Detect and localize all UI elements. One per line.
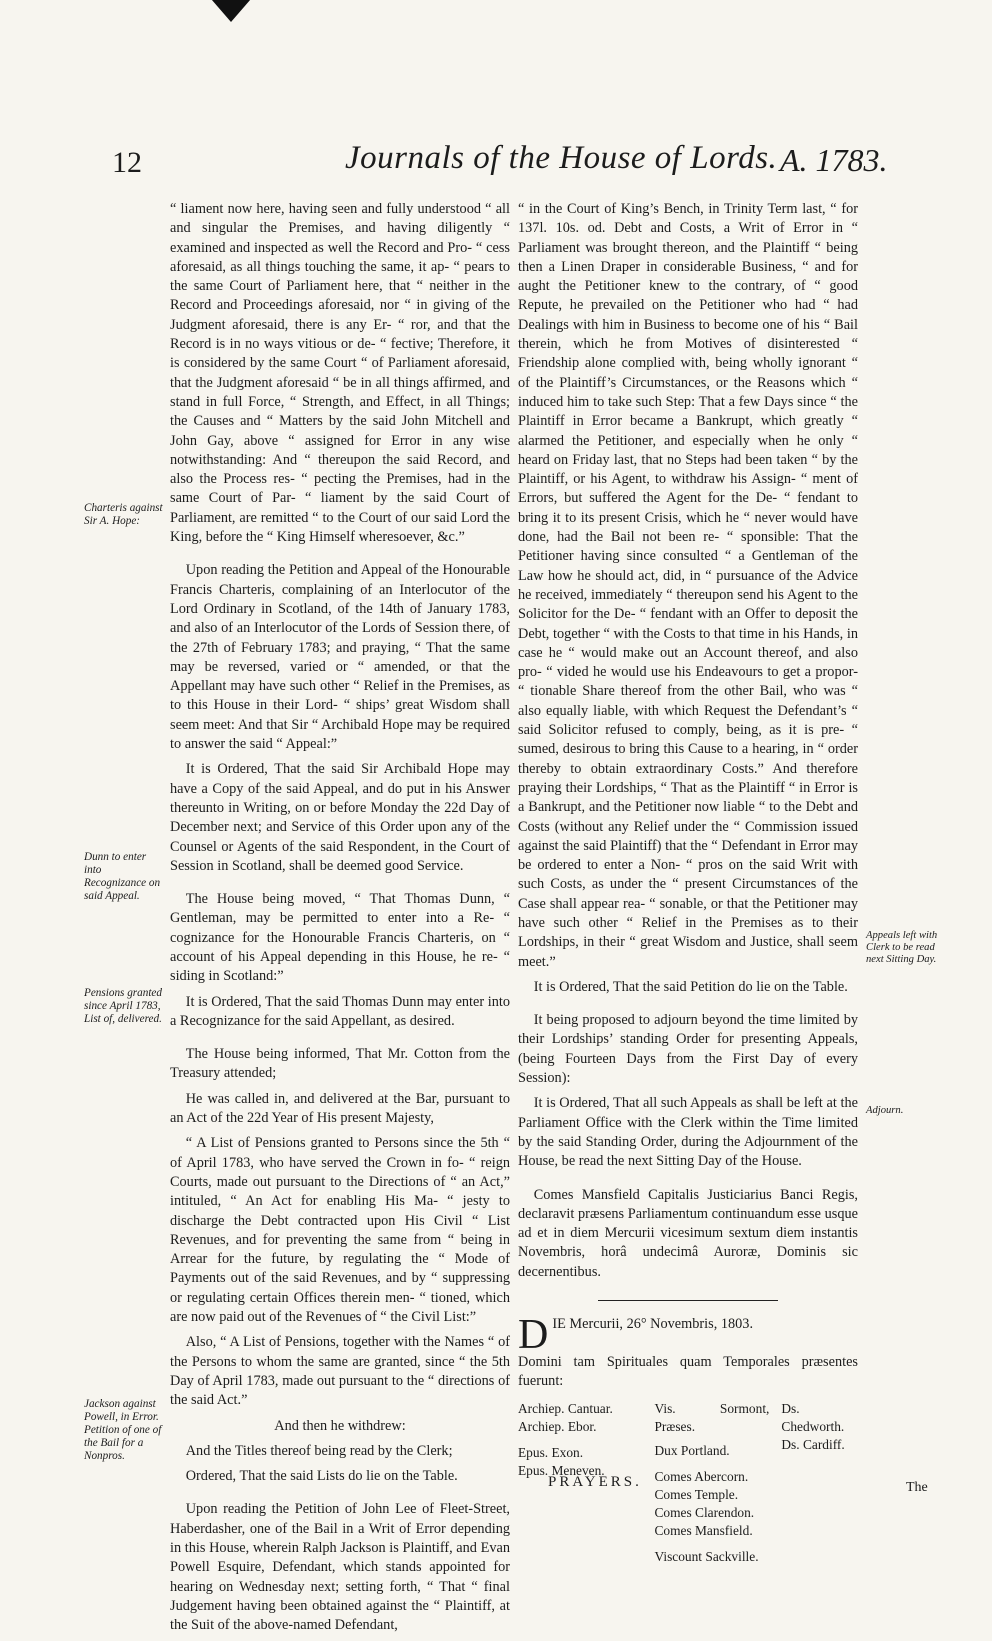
running-title: Journals of the House of Lords. [345, 140, 778, 176]
lord-entry: Archiep. Cantuar. [518, 1400, 613, 1416]
lord-entry: Viscount Sackville. [654, 1548, 759, 1564]
lords-column-temporal [654, 1400, 769, 1566]
page-header [0, 140, 992, 190]
drop-cap: D [518, 1312, 549, 1359]
paragraph: It is Ordered, That the said Thomas Dunn may enter into a Recognizance for the said Appellant, as desired. [170, 993, 510, 1029]
page-number: 12 [112, 146, 142, 179]
lord-entry: Ds. Cardiff. [781, 1436, 845, 1452]
sitting-date [518, 1312, 858, 1359]
margin-note-appeals: Appeals left with Clerk to be read next Sitting Day. [866, 930, 938, 965]
lord-entry: Comes Temple. [654, 1486, 739, 1502]
paragraph: Upon reading the Petition of John Lee of Fleet-Street, Haberdasher, one of the Bail in a Writ of Error depending in this House, wherein Ralph Jackson is Plaintiff, and Evan Powell Esquire, Defendant, which stands appointed for hearing on Wednesday next; setting forth, “ That “ final Judgement having been obtained against the “ Plaintiff, at the Suit of the above-named Defendant, [170, 1501, 510, 1634]
left-column [170, 200, 510, 1641]
page-corner-mark [205, 0, 257, 22]
margin-note-pensions: Pensions granted since April 1783, List of, delivered. [84, 987, 162, 1025]
lord-entry: Epus. Meneven. [518, 1462, 605, 1478]
lord-entry: Ds. Chedworth. [781, 1400, 845, 1434]
paragraph: Ordered, That the said Lists do lie on the Table. [185, 1468, 458, 1485]
lord-entry: Comes Clarendon. [654, 1504, 755, 1520]
catchword: The [906, 1480, 928, 1495]
lord-entry: Archiep. Ebor. [518, 1418, 597, 1434]
sitting-date-text: IE Mercurii, 26° Novembris, 1803. [552, 1316, 754, 1333]
paragraph: “ in the Court of King’s Bench, in Trinity Term last, “ for 137l. 10s. od. Debt and Costs, a Writ of Error in “ Parliament was brought thereon, and the Plaintiff “ being then a Linen Draper in considerable Business, “ and for aught the Petitioner knew to the contrary, of “ good Repute, he prevailed on the Petitioner who had “ had Dealings with him in Business to become one of his “ Bail therein, which he from Motives of disinterested “ Friendship alone complied with, being wholly ignorant “ of the Plaintiff’s Circumstances, or the Reasons which “ induced him to take such Step: That a few Days since “ the Plaintiff in Error became a Bankrupt, which greatly “ alarmed the Petitioner, and especially when he only “ heard on Friday last, that no Steps had been taken “ by the Plaintiff, or his Agent, to withdraw his Assign- “ ment of Errors, but suffered the Agent for the De- “ fendant to bring it to its present Crisis, which he “ never would have done, had the Bail not been re- “ sponsible: That the Petitioner having since consulted “ a Gentleman of the Law how he should act, did, in “ pursuance of the Advice he received, immediately “ thereupon send his Agent to the Solicitor for the De- “ fendant with an Offer to deposit the Debt, together “ with the Costs to that time in his Hands, in case he “ would make out an Account thereof, and also pro- “ vided he would use his Endeavours to get a propor- “ tionable Share thereof from the other Bail, who was “ also equally liable, with which Request the Defendant’s “ said Solicitor refused to comply, being, as it is pre- “ sumed, desirous to bring this Cause to a hearing, in “ order thereby to obtain extraordinary Costs.” And therefore praying their Lordships, “ That as the Plaintiff “ in Error is a Bankrupt, and the Petitioner now liable “ to the Debt and Costs (without any Relief under the “ Commission issued against the said Plaintiff) that the “ Defendant in Error may be ordered to enter a Non- “ pros on the said Writ with such Costs, as under the “ present Circumstances of the Case shall appear rea- “ sonable, or that the Petitioner may have such other “ Relief in the Premises as to their Lordships, in their “ great Wisdom and Justice, shall seem meet.” [518, 201, 858, 970]
margin-note-charteris: Charteris against Sir A. Hope: [84, 502, 163, 527]
section-rule [598, 1300, 778, 1301]
paragraph: It is Ordered, That the said Sir Archibald Hope may have a Copy of the said Appeal, and do put in his Answer thereunto in Writing, on or before Monday the 22d Day of December next; and Service of this Order upon any of the Counsel or Agents of the said Respondent, in the Court of Session in Scotland, shall be deemed good Service. [170, 761, 510, 874]
lord-entry: Vis. Sormont, Præses. [654, 1400, 770, 1434]
lord-entry: Comes Abercorn. [654, 1468, 749, 1484]
right-column [518, 200, 858, 1566]
paragraph: It is Ordered, That all such Appeals as shall be left at the Parliament Office with the Clerk within the Time limited by the said Standing Order, during the Adjournment of the House, be read the next Sitting Day of the House. [518, 1095, 858, 1170]
prayers-heading: PRAYERS. [548, 1474, 642, 1490]
paragraph: The House being informed, That Mr. Cotton from the Treasury attended; [170, 1046, 510, 1082]
adjournment-latin: Comes Mansfield Capitalis Justiciarius Banci Regis, declaravit præsens Parliamentum continuandum esse usque ad et in diem Mercurii vicesimum sextum diem instantis Novembris, horâ undecimâ Auroræ, Dominis sic decernentibus. [518, 1186, 858, 1280]
paragraph: He was called in, and delivered at the Bar, pursuant to an Act of the 22d Year of His present Majesty, [170, 1090, 510, 1127]
margin-note-adjourn: Adjourn. [866, 1105, 904, 1116]
lords-column-barons [781, 1400, 858, 1566]
paragraph: It being proposed to adjourn beyond the time limited by their Lordships’ standing Order for presenting Appeals, (being Fourteen Days from the First Day of every Session): [518, 1012, 858, 1087]
margin-note-dunn: Dunn to enter into Recognizance on said Appeal. [84, 851, 161, 902]
paragraph: And the Titles thereof being read by the Clerk; [185, 1442, 453, 1459]
paragraph: And then he withdrew: [274, 1417, 406, 1434]
paragraph: The House being moved, “ That Thomas Dunn, “ Gentleman, may be permitted to enter into a Re- “ cognizance for the Honourable Francis Charteris, on “ account of his Appeal depending in this House, he re- “ siding in Scotland:” [170, 891, 510, 985]
paragraph: Upon reading the Petition and Appeal of the Honourable Francis Charteris, complaining of an Interlocutor of the Lord Ordinary in Scotland, of the 14th of January 1783, and also of an Interlocutor of the Lords of Session there, of the 27th of February 1783; and praying, “ That the same may be reversed, varied or “ amended, or that the Appellant may have such other “ Relief in the Premises, as to this House in their Lord- “ ships’ great Wisdom shall seem meet: And that Sir “ Archibald Hope may be required to answer the said “ Appeal:” [170, 562, 510, 753]
paragraph: “ liament now here, having seen and fully understood “ all and singular the Premises, and having diligently “ examined and inspected as well the Record and Pro- “ cess aforesaid, as all things touching the same, it ap- “ pears to the same Court of Parliament here, that “ neither in the Record and Proceedings aforesaid, nor “ in giving of the Judgment aforesaid, there is any Er- “ ror, and that the Record is in no ways vitious or de- “ fective; Therefore, it is considered by the same Court “ of Parliament aforesaid, that the Judgment aforesaid “ be in all things affirmed, and stand in full Force, “ Strength, and Effect, in all Things; the Causes and “ Matters by the said John Mitchell and John Gay, above “ assigned for Error in any wise notwithstanding: And “ thereupon the said Record, and also the Process res- “ pecting the Premises, had in the same Court of Par- “ liament by the said Court of Parliament, are remitted “ to the Court of our said Lord the King, before the “ King Himself wheresoever, &c.” [170, 201, 510, 546]
lord-entry: Comes Mansfield. [654, 1522, 753, 1538]
margin-note-jackson: Jackson against Powell, in Error. Petition of one of the Bail for a Nonpros. [84, 1398, 162, 1462]
paragraph: Also, “ A List of Pensions, together with the Names “ of the Persons to whom the same are granted, since “ the 5th Day of April 1783, made out pursuant to the “ directions of the said Act.” [170, 1334, 510, 1409]
lord-entry: Epus. Exon. [518, 1444, 584, 1460]
lord-entry: Dux Portland. [654, 1442, 730, 1458]
paragraph: It is Ordered, That the said Petition do lie on the Table. [533, 978, 848, 995]
paragraph: “ A List of Pensions granted to Persons since the 5th “ of April 1783, who have served the Crown in fo- “ reign Courts, made out pursuant to the Directions of “ an Act,” intituled, “ An Act for enabling His Ma- “ jesty to discharge the Debt contracted upon His Civil “ List Revenues, and for preventing the same from “ being in Arrear for the future, by regulating the “ Mode of Payments out of the said Revenues, and by “ suppressing or regulating certain Offices therein men- “ tioned, which are now paid out of the Revenues of “ the Civil List:” [170, 1135, 510, 1326]
page-year: A. 1783. [780, 142, 888, 178]
lords-heading: Domini tam Spirituales quam Temporales præsentes fuerunt: [518, 1354, 858, 1390]
